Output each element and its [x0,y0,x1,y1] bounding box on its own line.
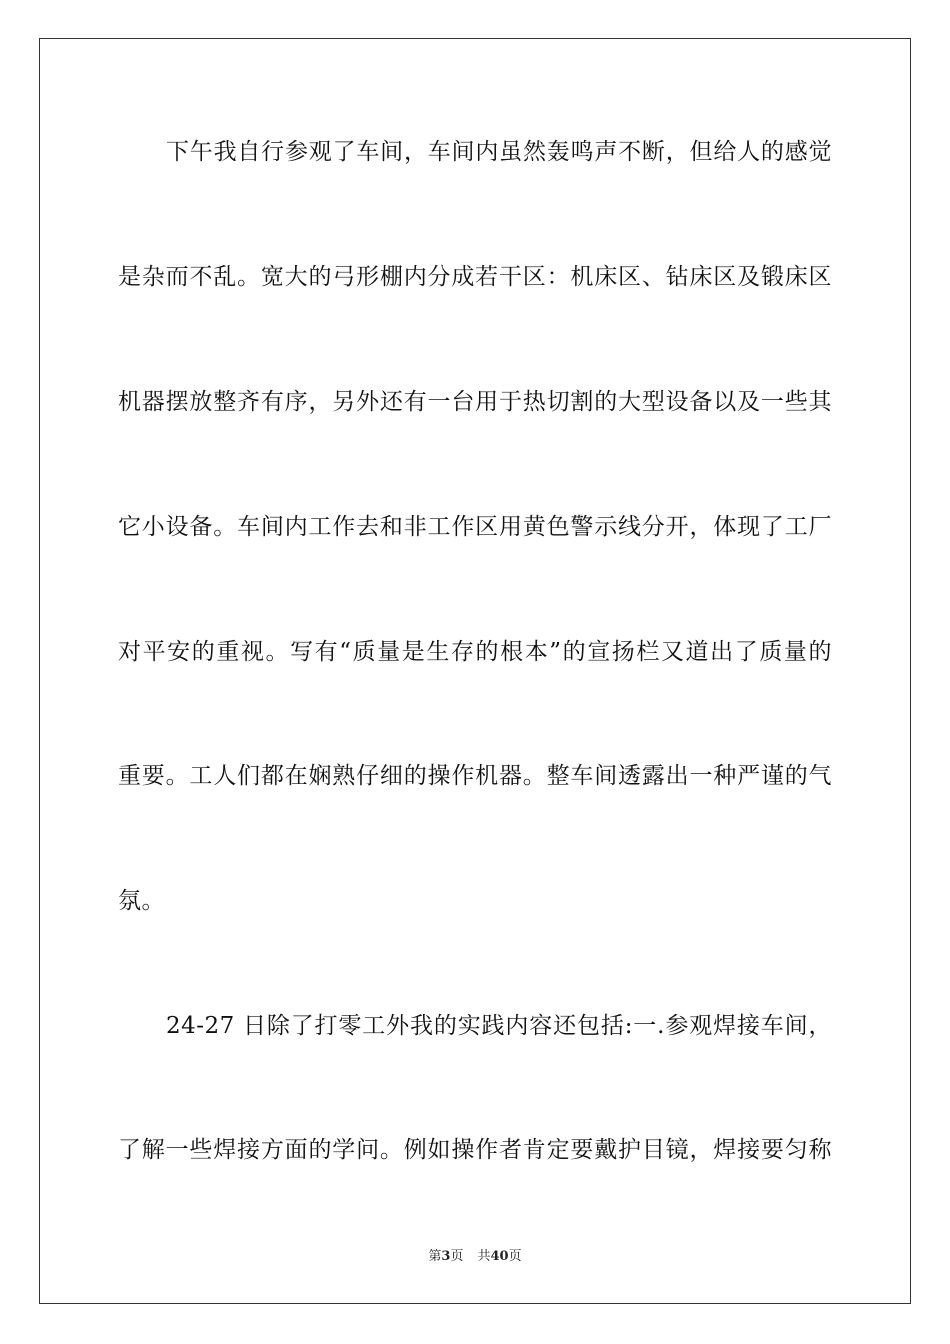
paragraph-line-3: 机器摆放整齐有序，另外还有一台用于热切割的大型设备以及一些其 [118,389,832,415]
paragraph-line-9: 了解一些焊接方面的学问。例如操作者肯定要戴护目镜，焊接要匀称 [118,1137,832,1163]
paragraph-line-8: 24-27 日除了打零工外我的实践内容还包括:一.参观焊接车间， [166,1013,832,1039]
paragraph-line-1: 下午我自行参观了车间，车间内虽然轰鸣声不断，但给人的感觉 [166,139,832,165]
page-border [39,38,911,1304]
paragraph-line-7: 氛。 [118,888,165,914]
footer-total-pages: 40 [490,1249,509,1264]
footer-page-prefix: 第 [428,1249,442,1264]
paragraph-line-2: 是杂而不乱。宽大的弓形棚内分成若干区：机床区、钻床区及锻床区 [118,264,832,290]
footer-page-number: 3 [441,1249,451,1264]
footer-total-prefix: 共 [477,1249,491,1264]
paragraph-line-4: 它小设备。车间内工作去和非工作区用黄色警示线分开，体现了工厂 [118,514,832,540]
footer-total-suffix: 页 [508,1249,522,1264]
paragraph-line-5: 对平安的重视。写有“质量是生存的根本”的宣扬栏又道出了质量的 [118,639,832,665]
footer-page-suffix: 页 [450,1249,464,1264]
paragraph-line-6: 重要。工人们都在娴熟仔细的操作机器。整车间透露出一种严谨的气 [118,763,832,789]
page-footer [0,1248,950,1266]
